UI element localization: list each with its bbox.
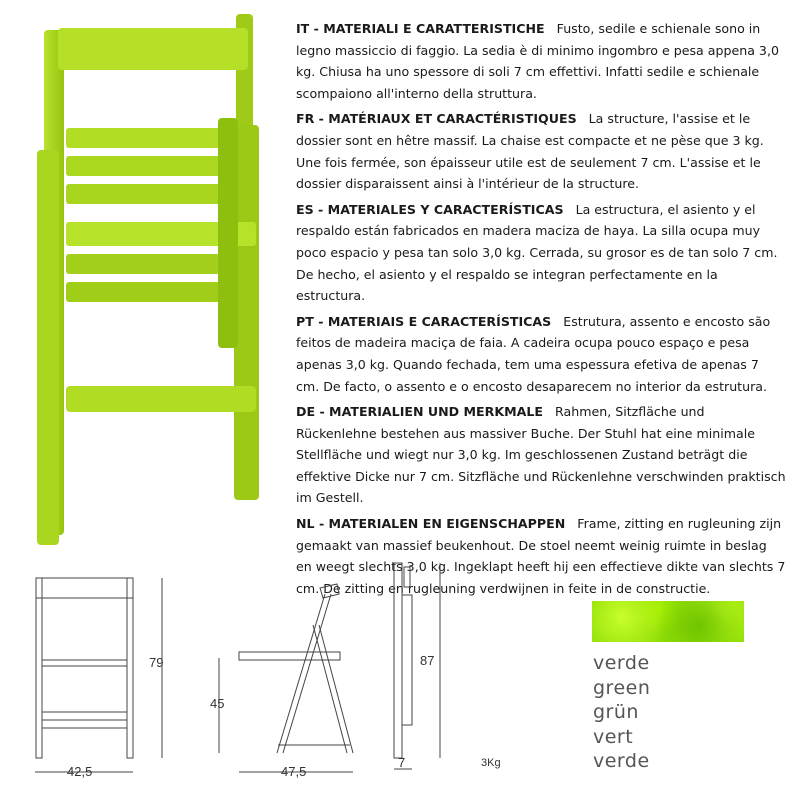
side-depth-label: 47,5: [281, 764, 307, 779]
chair-photo: [0, 0, 290, 560]
heading-de: DE - MATERIALIEN UND MERKMALE: [296, 404, 544, 420]
text-it: Fusto, sedile e schienale sono in legno massiccio di faggio. La sedia è di minimo ingombro e pesa appena 3,0 kg. Chiusa ha uno spessore di soli 7 cm effettivi. Infatti sedile e schienale scompaiono all'interno della struttura.: [296, 21, 779, 101]
description-es: [296, 199, 786, 307]
seat-height-label: 45: [210, 696, 225, 711]
description-nl: [296, 513, 786, 599]
text-es: La estructura, el asiento y el respaldo están fabricados en madera maciza de haya. La silla ocupa muy poco espacio y pesa tan solo 3,0 kg. Cerrada, su grosor es de tan solo 7 cm. De hecho, el asiento y el respaldo se integran perfectamente en la estructura.: [296, 201, 778, 304]
color-name-de: grün: [593, 701, 639, 723]
heading-it: IT - MATERIALI E CARATTERISTICHE: [296, 21, 545, 36]
color-swatch: [592, 601, 744, 642]
heading-nl: NL - MATERIALEN EN EIGENSCHAPPEN: [296, 516, 566, 532]
description-column: [296, 18, 786, 603]
folded-height-label: 87: [420, 653, 435, 668]
front-width-label: 42,5: [67, 764, 93, 779]
color-name-it: verde: [593, 652, 650, 674]
text-fr: La structure, l'assise et le dossier sont en hêtre massif. La chaise est compacte et ne pèse que 3 kg. Une fois fermée, son épaisseur utile est de seulement 7 cm. L'assise et le dossier disparaissent ainsi à l'intérieur de la structure.: [296, 111, 764, 192]
front-view-drawing: [25, 570, 175, 785]
color-name-list: [593, 651, 650, 774]
color-name-fr: vert: [593, 725, 634, 748]
description-it: [296, 18, 786, 104]
heading-fr: FR - MATÉRIAUX ET CARACTÉRISTIQUES: [296, 111, 577, 127]
side-view-drawing: [205, 570, 365, 785]
weight-label: 3Kg: [481, 757, 501, 769]
front-height-label: 79: [149, 655, 164, 670]
heading-es: ES - MATERIALES Y CARACTERÍSTICAS: [296, 201, 564, 217]
folded-view-drawing: [380, 555, 460, 775]
description-pt: [296, 311, 786, 397]
text-pt: Estrutura, assento e encosto são feitos de madeira maciça de faia. A cadeira ocupa pouco espaço e pesa apenas 3,0 kg. Quando fechada, tem uma espessura efetiva de apenas 7 cm. De facto, o assento e o encosto desaparecem no interior da estrutura.: [296, 313, 771, 394]
description-de: [296, 401, 786, 509]
description-fr: [296, 108, 786, 194]
color-name-en: green: [593, 676, 651, 699]
heading-pt: PT - MATERIAIS E CARACTERÍSTICAS: [296, 313, 552, 329]
folded-thickness-label: 7: [398, 755, 406, 770]
color-name-es: verde: [593, 750, 650, 772]
text-de: Rahmen, Sitzfläche und Rückenlehne bestehen aus massiver Buche. Der Stuhl hat eine minimale Stellfläche und wiegt nur 3,0 kg. Im geschlossenen Zustand beträgt die effektive Dicke nur 7 cm. Sitzfläche und Rückenlehne verschwinden praktisch im Gestell.: [296, 404, 786, 506]
text-nl: Frame, zitting en rugleuning zijn gemaakt van massief beukenhout. De stoel neemt weinig ruimte in beslag en weegt slechts 3,0 kg. Ingeklapt heeft hij een effectieve dikte van slechts 7 cm. De zitting en rugleuning verdwijnen in feite in de constructie.: [296, 516, 786, 596]
